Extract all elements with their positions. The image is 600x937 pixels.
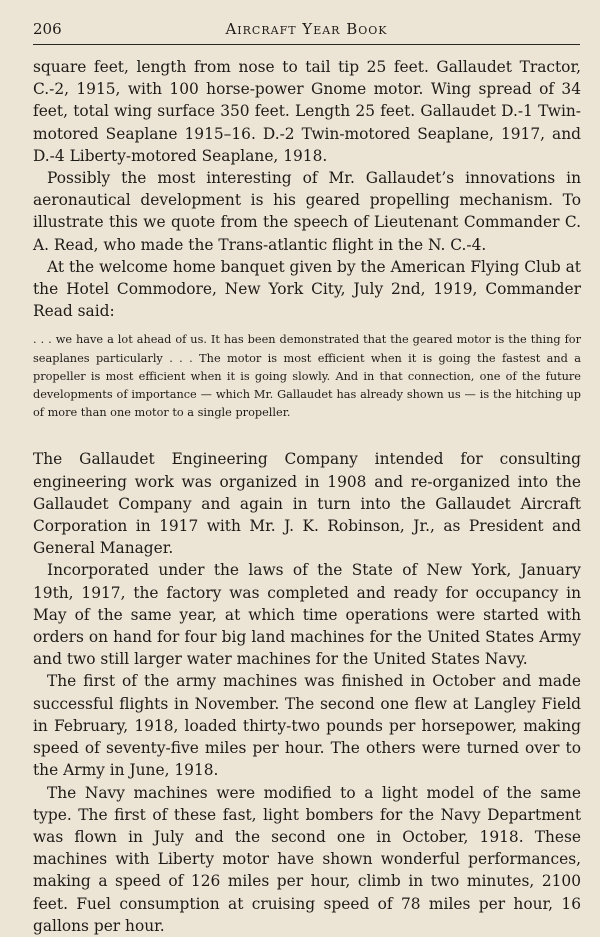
paragraph-banquet: At the welcome home banquet given by the American Flying Club at the Hotel Commodore, New York City, July 2nd, 1919, Commander Read said: [33,257,581,321]
page-body [33,56,581,937]
paragraph-company-history: The Gallaudet Engineering Company intended for consulting engineering work was organized in 1908 and re-organized into the Gallaudet Company and again in turn into the Gallaudet Aircraft Corporation in 1917 with Mr. J. K. Robinson, Jr., as President and General Manager. [33,450,581,558]
paragraph-navy-machines: The Navy machines were modified to a light model of the same type. The first of these fast, light bombers for the Navy Department was flown in July and the second one in October, 1918. These machines with Liberty motor have shown wonderful performances, making a speed of 126 miles per hour, climb in two minutes, 2100 feet. Fuel consumption at cruising speed of 78 miles per hour, 16 gallons per hour. [33,783,581,935]
running-title: Aircraft Year Book [225,20,388,38]
quoted-speech: . . . we have a lot ahead of us. It has been demonstrated that the geared motor is the thing for seaplanes particularly . . . The motor is most efficient when it is going the fastest and a propeller is most efficient when it is going slowly. And in that connection, one of the future developments of importance — which Mr. Gallaudet has already shown us — is the hitching up of more than one motor to a single propeller. [33,333,581,420]
paragraph-aircraft-specs: square feet, length from nose to tail tip 25 feet. Gallaudet Tractor, C.-2, 1915, with 100 horse-power Gnome motor. Wing spread of 34 feet, total wing surface 350 feet. Length 25 feet. Gallaudet D.-1 Twin-motored Seaplane 1915–16. D.-2 Twin-motored Seaplane, 1917, and D.-4 Liberty-motored Seaplane, 1918. [33,58,581,165]
page-number: 206 [33,20,62,38]
paragraph-incorporation: Incorporated under the laws of the State of New York, January 19th, 1917, the factory was completed and ready for occupancy in May of the same year, at which time operations were started with orders on hand for four big land machines for the United States Army and two still larger water machines for the United States Navy. [33,561,581,669]
paragraph-army-machines: The first of the army machines was finished in October and made successful flights in November. The second one flew at Langley Field in February, 1918, loaded thirty-two pounds per horsepower, making speed of seventy-five miles per hour. The others were turned over to the Army in June, 1918. [33,672,581,780]
header-rule [33,44,580,45]
section-gap [33,432,581,448]
paragraph-geared-mechanism: Possibly the most interesting of Mr. Gallaudet’s innovations in aeronautical development is his geared propelling mechanism. To illustrate this we quote from the speech of Lieutenant Commander C. A. Read, who made the Trans-atlantic flight in the N. C.-4. [33,169,581,254]
page-header [33,18,580,40]
